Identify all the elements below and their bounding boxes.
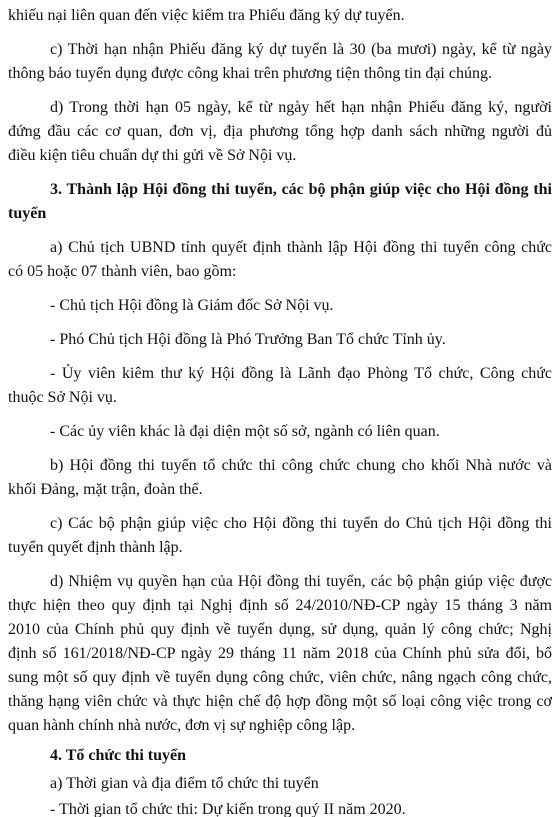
document-text-line: khiếu nại liên quan đến việc kiểm tra Phiếu đăng ký dự tuyển. <box>8 7 405 24</box>
document-text-line: a) Chủ tịch UBND tỉnh quyết định thành lập Hội đồng thi tuyển công chức <box>50 239 552 256</box>
section-heading-line: 3. Thành lập Hội đồng thi tuyển, các bộ phận giúp việc cho Hội đồng thi <box>50 181 552 198</box>
document-text-line: b) Hội đồng thi tuyển tổ chức thi công chức chung cho khối Nhà nước và <box>50 457 552 474</box>
document-text-line: định số 161/2018/NĐ-CP ngày 29 tháng 11 năm 2018 của Chính phủ sửa đổi, bổ <box>8 645 552 662</box>
document-text-line: d) Nhiệm vụ quyền hạn của Hội đồng thi tuyển, các bộ phận giúp việc được <box>50 573 552 590</box>
document-text-line: - Phó Chủ tịch Hội đồng là Phó Trưởng Ban Tổ chức Tỉnh ủy. <box>50 331 446 348</box>
section-heading-line: tuyển <box>8 205 47 222</box>
document-text-line: khối Đảng, mặt trận, đoàn thể. <box>8 481 203 498</box>
document-text-line: thực hiện theo quy định tại Nghị định số 24/2010/NĐ-CP ngày 15 tháng 3 năm <box>8 597 552 614</box>
document-text-line: - Thời gian tổ chức thi: Dự kiến trong quý II năm 2020. <box>50 801 406 817</box>
document-text-line: a) Thời gian và địa điểm tổ chức thi tuyển <box>50 775 319 792</box>
document-text-line: - Chủ tịch Hội đồng là Giám đốc Sở Nội vụ. <box>50 297 334 314</box>
document-text-line: có 05 hoặc 07 thành viên, bao gồm: <box>8 263 237 280</box>
document-text-line: 2010 của Chính phủ quy định về tuyển dụng, sử dụng, quản lý công chức; Nghị <box>8 621 552 638</box>
document-text-line: đứng đầu các cơ quan, đơn vị, địa phương tổng hợp danh sách những người đủ <box>8 123 552 140</box>
document-text-line: tuyển quyết định thành lập. <box>8 539 183 556</box>
document-text-line: điều kiện tiêu chuẩn dự thi gửi về Sở Nội vụ. <box>8 147 297 164</box>
document-text-line: thông báo tuyển dụng được công khai trên phương tiện thông tin đại chúng. <box>8 65 492 82</box>
document-text-line: thăng hạng viên chức và thực hiện chế độ hợp đồng một số loại công việc trong cơ <box>8 693 552 710</box>
section-heading-line: 4. Tổ chức thi tuyển <box>50 747 186 764</box>
document-text-line: c) Các bộ phận giúp việc cho Hội đồng thi tuyển do Chủ tịch Hội đồng thi <box>50 515 552 532</box>
document-text-line: sung một số quy định về tuyển dụng công chức, viên chức, nâng ngạch công chức, <box>8 669 552 686</box>
document-text-line: c) Thời hạn nhận Phiếu đăng ký dự tuyển là 30 (ba mươi) ngày, kể từ ngày <box>50 41 552 58</box>
document-text-line: - Các ủy viên khác là đại diện một số sở, ngành có liên quan. <box>50 423 440 440</box>
document-text-line: - Ủy viên kiêm thư ký Hội đồng là Lãnh đạo Phòng Tổ chức, Công chức <box>50 365 552 382</box>
document-text-line: d) Trong thời hạn 05 ngày, kể từ ngày hết hạn nhận Phiếu đăng ký, người <box>50 99 552 116</box>
document-text-line: quan hành chính nhà nước, đơn vị sự nghiệp công lập. <box>8 717 356 734</box>
document-text-line: thuộc Sở Nội vụ. <box>8 389 117 406</box>
